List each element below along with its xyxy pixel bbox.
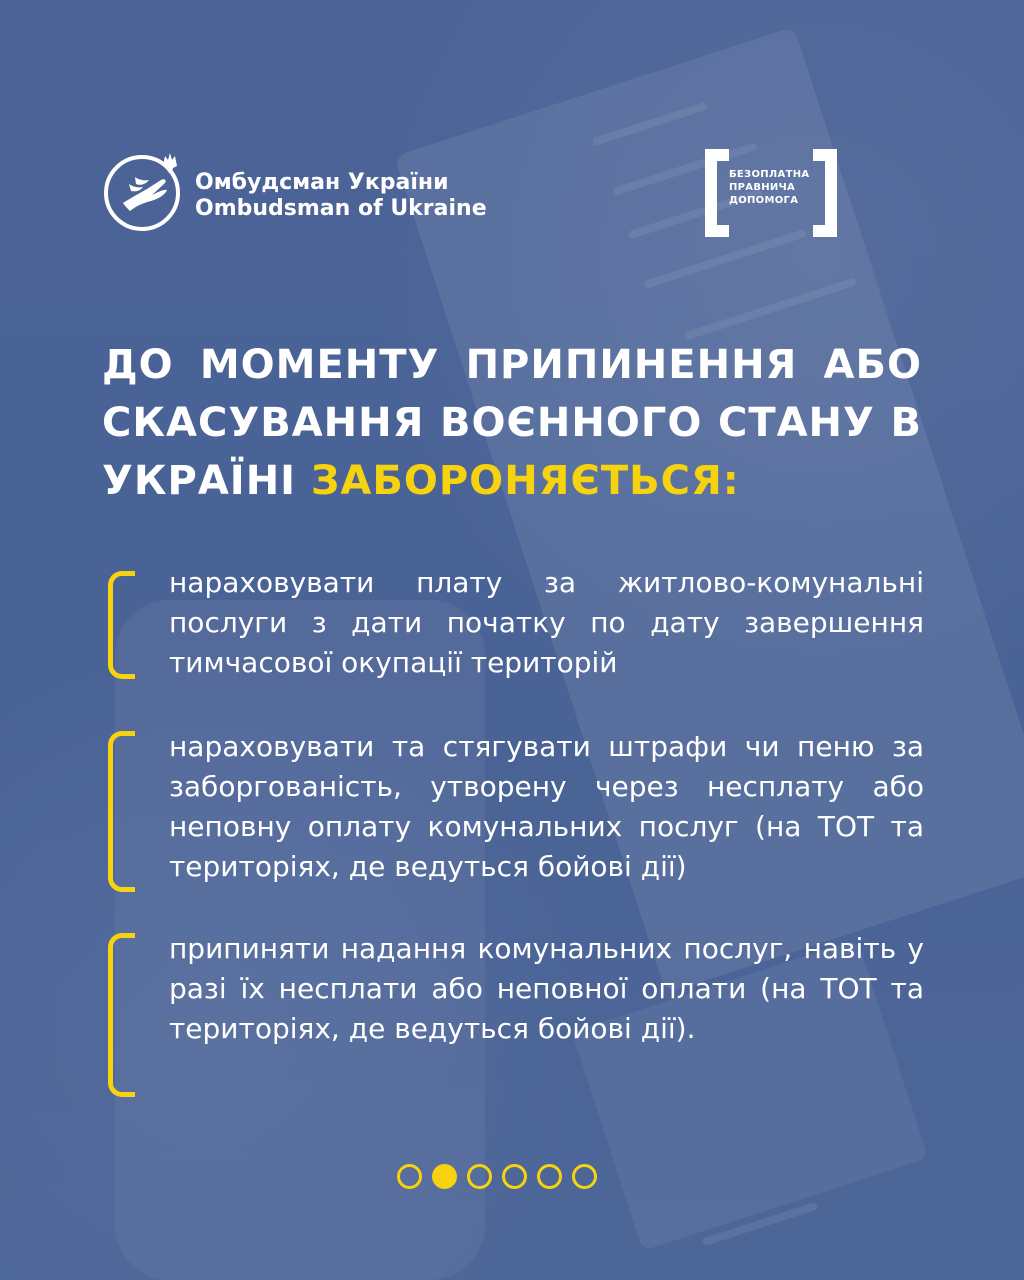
background-line (643, 229, 807, 289)
trident-icon (161, 151, 179, 175)
yellow-bracket-icon (108, 731, 135, 892)
background-line (592, 102, 709, 147)
prohibition-item: нараховувати плату за житлово-комунальні послуги з дати початку по дату завершення тимчасової окупації територій (169, 566, 924, 679)
prohibition-item: припиняти надання комунальних послуг, навіть у разі їх несплати або неповної оплати (на ТОТ та територіях, де ведуться бойові дії). (169, 932, 924, 1045)
page-indicator (397, 1164, 597, 1189)
page-dot[interactable] (572, 1164, 597, 1189)
prohibition-item: нараховувати та стягувати штрафи чи пеню за заборгованість, утворену через несплату або неповну оплату комунальних послуг (на ТОТ та територіях, де ведуться бойові дії) (169, 730, 924, 883)
background-line (702, 1202, 819, 1247)
page-dot[interactable] (467, 1164, 492, 1189)
title-main: ДО МОМЕНТУ ПРИПИНЕННЯ АБО СКАСУВАННЯ ВОЄННОГО СТАНУ В УКРАЇНІ (102, 342, 922, 504)
yellow-bracket-icon (108, 571, 135, 679)
active-page-dot[interactable] (432, 1164, 457, 1189)
page-dot[interactable] (537, 1164, 562, 1189)
background-line (683, 277, 857, 340)
ombudsman-name-english: Ombudsman of Ukraine (195, 196, 487, 221)
ombudsman-name-ukrainian: Омбудсман України (195, 170, 449, 195)
yellow-bracket-icon (108, 933, 135, 1097)
page-dot[interactable] (397, 1164, 422, 1189)
title-highlight: ЗАБОРОНЯЄТЬСЯ: (311, 458, 740, 504)
page-title (102, 336, 922, 510)
ombudsman-branding-text (195, 170, 487, 222)
legal-aid-text: БЕЗОПЛАТНА ПРАВНИЧА ДОПОМОГА (729, 169, 810, 206)
page-dot[interactable] (502, 1164, 527, 1189)
